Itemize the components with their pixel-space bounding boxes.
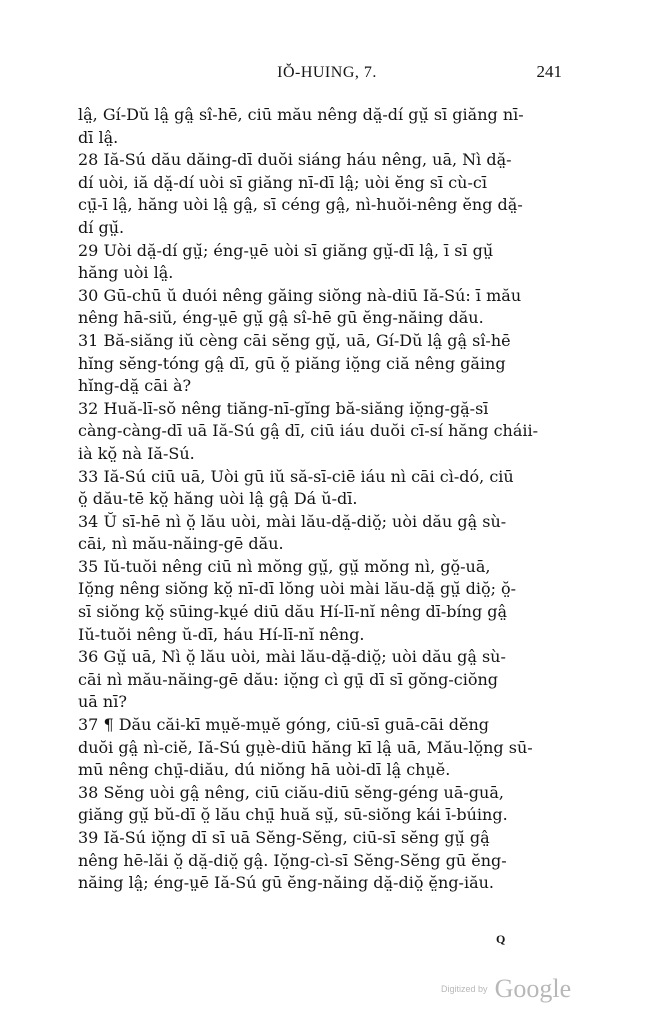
running-header: IŎ-HUING, 7. [277, 64, 377, 81]
text-line: duŏi gâ̤ nì-ciĕ, Iă-Sú gṳè-diū hăng kī lâ̤ uā, Mău-lŏ̤ng sū- [78, 737, 533, 757]
text-line: dí uòi, iă dă̤-dí uòi sī giăng nī-dī lâ̤; uòi ĕng sī cù-cī [78, 172, 487, 192]
verse-line: 33 Iă-Sú ciū uā, Uòi gū iŭ să-sī-ciē iáu nì cāi cì-dó, ciū [78, 466, 514, 486]
page-number: 241 [536, 62, 562, 81]
watermark-brand: Google [494, 974, 572, 1003]
text-line: dī lâ̤. [78, 127, 119, 147]
verse-line: 28 Iă-Sú dău dăing-dī duŏi siáng háu nêng, uā, Nì dă̤- [78, 150, 512, 170]
text-line: Iŭ-tuŏi nêng ŭ-dī, háu Hí-lī-nĭ nêng. [78, 624, 365, 644]
verse-line: 29 Uòi dă̤-dí gṳ̆; éng-ṳē uòi sī giăng gṳ̆-dī lâ̤, ī sī gṳ̆ [78, 240, 494, 260]
watermark-prefix: Digitized by [441, 984, 488, 994]
text-line: năing lâ̤; éng-ṳē Iă-Sú gū ĕng-năing dă̤-diŏ̤ ĕ̤ng-iău. [78, 873, 495, 893]
verse-line: 35 Iŭ-tuŏi nêng ciū nì mŏng gṳ̆, gṳ̆ mŏng nì, gŏ̤-uā, [78, 556, 491, 576]
text-line: cāi nì mău-năing-gē dău: iŏ̤ng cì gṳ̄ dī sī gŏng-ciŏng [78, 669, 499, 689]
text-line: mū nêng chṳ̄-diău, dú niŏng hā uòi-dī lâ̤ chṳĕ. [78, 760, 451, 780]
text-line: hĭng-dă̤ cāi à? [78, 376, 192, 396]
verse-line: 37 ¶ Dău căi-kī mṳĕ-mṳĕ góng, ciū-sī guā-cāi dĕng [78, 715, 490, 735]
text-line: ŏ̤ dău-tē kŏ̤ hăng uòi lâ̤ gâ̤ Dá ŭ-dī. [78, 489, 358, 509]
text-line: sī siŏng kŏ̤ sūing-kṳé diū dău Hí-lī-nĭ nêng dī-bíng gâ̤ [78, 602, 508, 622]
verse-line: 36 Gṳ̆ uā, Nì ŏ̤ lău uòi, mài lău-dă̤-diŏ̤; uòi dău gâ̤ sù- [78, 647, 506, 667]
signature-mark: Q [496, 932, 506, 946]
text-line: dí gṳ̆. [78, 217, 125, 237]
verse-line: 30 Gū-chū ŭ duói nêng găing siŏng nà-diū Iă-Sú: ī mău [78, 285, 522, 305]
text-line: ià kŏ̤ nà Iă-Sú. [78, 443, 195, 463]
verse-line: 39 Iă-Sú iŏ̤ng dī sī uā Sĕng-Sĕng, ciū-sī sĕng gṳ̆ gâ̤ [78, 828, 490, 847]
verse-line: 32 Huă-lī-sŏ nêng tiăng-nī-gĭng bă-siăng iŏ̤ng-gă̤-sī [78, 398, 489, 418]
text-line: nêng hā-siŭ, éng-ṳē gṳ̆ gâ̤ sî-hē gū ĕng-năing dău. [78, 308, 484, 328]
verse-line: 34 Ŭ sī-hē nì ŏ̤ lău uòi, mài lău-dă̤-diŏ̤; uòi dău gâ̤ sù- [78, 511, 507, 531]
text-line: uā nī? [78, 692, 127, 712]
digitized-watermark [441, 974, 571, 1004]
body-text [78, 104, 578, 895]
text-line: cṳ̄-ī lâ̤, hăng uòi lâ̤ gâ̤, sī céng gâ̤, nì-huŏi-nêng ĕng dă̤- [78, 195, 523, 215]
text-line: cāi, nì mău-năing-gē dău. [78, 534, 284, 554]
text-line: càng-càng-dī uā Iă-Sú gâ̤ dī, ciū iáu duŏi cī-sí hăng cháii- [78, 421, 539, 441]
text-line: hĭng sĕng-tóng gâ̤ dī, gū ŏ̤ piăng iŏ̤ng ciă nêng găing [78, 353, 506, 373]
text-line: hăng uòi lâ̤. [78, 263, 174, 283]
text-line: Iŏ̤ng nêng siŏng kŏ̤ nī-dī lŏng uòi mài lău-dă̤ gṳ̆ diŏ̤; ŏ̤- [78, 579, 517, 599]
text-line: lâ̤, Gí-Dŭ lâ̤ gâ̤ sî-hē, ciū mău nêng dă̤-dí gṳ̆ sī giăng nī- [78, 105, 524, 124]
verse-line: 31 Bă-siăng iŭ cèng cāi sĕng gṳ̆, uā, Gí-Dŭ lâ̤ gâ̤ sî-hē [78, 330, 511, 350]
verse-line: 38 Sĕng uòi gâ̤ nêng, ciū ciău-diū sĕng-géng uā-guā, [78, 782, 504, 802]
text-line: nêng hē-lăi ŏ̤ dă̤-diŏ̤ gâ̤. Iŏ̤ng-cì-sī Sĕng-Sĕng gū ĕng- [78, 850, 507, 870]
text-line: giăng gṳ̆ bŭ-dī ŏ̤ lău chṳ̄ huă sṳ̆, sū-siŏng kái ī-búing. [78, 805, 508, 825]
